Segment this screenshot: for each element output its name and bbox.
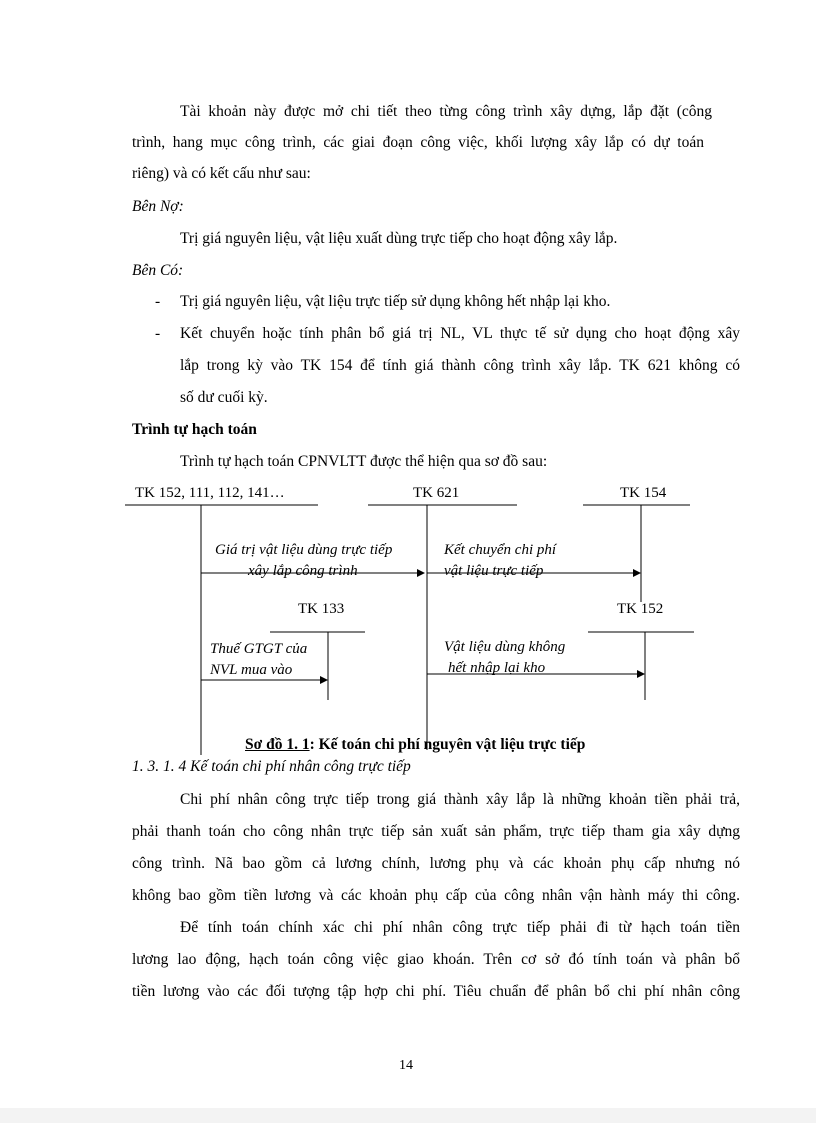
paragraph-3-line-2: lương lao động, hạch toán công việc giao khoán. Trên cơ sở đó tính toán và phân bổ [132, 951, 740, 968]
account-label-tk152: TK 152 [617, 601, 664, 617]
credit-bullet-1: Trị giá nguyên liệu, vật liệu trực tiếp sử dụng không hết nhập lại kho. [180, 293, 611, 310]
accounting-diagram [0, 470, 816, 770]
credit-label: Bên Có: [132, 262, 184, 279]
credit-bullet-2-line-1: Kết chuyển hoặc tính phân bổ giá trị NL, VL thực tế sử dụng cho hoạt động xây [180, 325, 740, 342]
bullet-marker: - [155, 293, 161, 310]
debit-text: Trị giá nguyên liệu, vật liệu xuất dùng trực tiếp cho hoạt động xây lắp. [180, 230, 618, 247]
flow-transfer-line-2: vật liệu trực tiếp [444, 563, 544, 579]
flow-vat-line-2: NVL mua vào [210, 662, 293, 678]
diagram-caption-prefix: Sơ đồ 1. 1 [245, 736, 310, 753]
page-number: 14 [399, 1058, 413, 1073]
account-label-tk154: TK 154 [620, 485, 667, 501]
account-label-tk152-group: TK 152, 111, 112, 141… [135, 485, 285, 501]
page-bottom-band [0, 1108, 816, 1123]
paragraph-3-line-1: Để tính toán chính xác chi phí nhân công trực tiếp phải đi từ hạch toán tiền [180, 919, 740, 936]
intro-text: Trình tự hạch toán CPNVLTT được thể hiện qua sơ đồ sau: [180, 453, 548, 470]
debit-label: Bên Nợ: [132, 198, 184, 215]
diagram-caption-rest: : Kế toán chi phí nguyên vật liệu trực tiếp [309, 736, 586, 753]
paragraph-2-line-3: công trình. Nã bao gồm cả lương chính, lương phụ và các khoản phụ cấp nhưng nó [132, 855, 740, 872]
paragraph-3-line-3: tiền lương vào các đối tượng tập hợp chi phí. Tiêu chuẩn để phân bổ chi phí nhân công [132, 983, 740, 1000]
account-label-tk621: TK 621 [413, 485, 460, 501]
paragraph-2-line-2: phải thanh toán cho công nhân trực tiếp sản xuất sản phẩm, trực tiếp tham gia xây dựng [132, 823, 740, 840]
paragraph-2-line-4: không bao gồm tiền lương và các khoản phụ cấp của công nhân vận hành máy thi công. [132, 887, 740, 904]
paragraph-1-line-3: riêng) và có kết cấu như sau: [132, 165, 311, 182]
flow-transfer-line-1: Kết chuyển chi phí [444, 542, 557, 558]
account-label-tk133: TK 133 [298, 601, 345, 617]
paragraph-2-line-1: Chi phí nhân công trực tiếp trong giá thành xây lắp là những khoản tiền phải trả, [180, 791, 740, 808]
credit-bullet-2-line-3: số dư cuối kỳ. [180, 389, 268, 406]
diagram-caption [245, 735, 585, 755]
flow-return-line-2: hết nhập lại kho [448, 660, 546, 676]
section-heading: Trình tự hạch toán [132, 421, 257, 438]
flow-return-line-1: Vật liệu dùng không [444, 639, 566, 655]
credit-bullet-2-line-2: lắp trong kỳ vào TK 154 để tính giá thành công trình xây lắp. TK 621 không có [180, 357, 740, 374]
flow-material-use-line-1: Giá trị vật liệu dùng trực tiếp [215, 542, 393, 558]
paragraph-1-line-1: Tài khoản này được mở chi tiết theo từng công trình xây dựng, lắp đặt (công [180, 103, 712, 120]
flow-vat-line-1: Thuế GTGT của [210, 641, 308, 657]
paragraph-1-line-2: trình, hang mục công trình, các giai đoạn công việc, khối lượng xây lắp có dự toán [132, 134, 704, 151]
flow-material-use-line-2: xây lắp công trình [248, 563, 358, 579]
bullet-marker: - [155, 325, 161, 342]
subsection-heading: 1. 3. 1. 4 Kế toán chi phí nhân công trực tiếp [132, 758, 411, 775]
